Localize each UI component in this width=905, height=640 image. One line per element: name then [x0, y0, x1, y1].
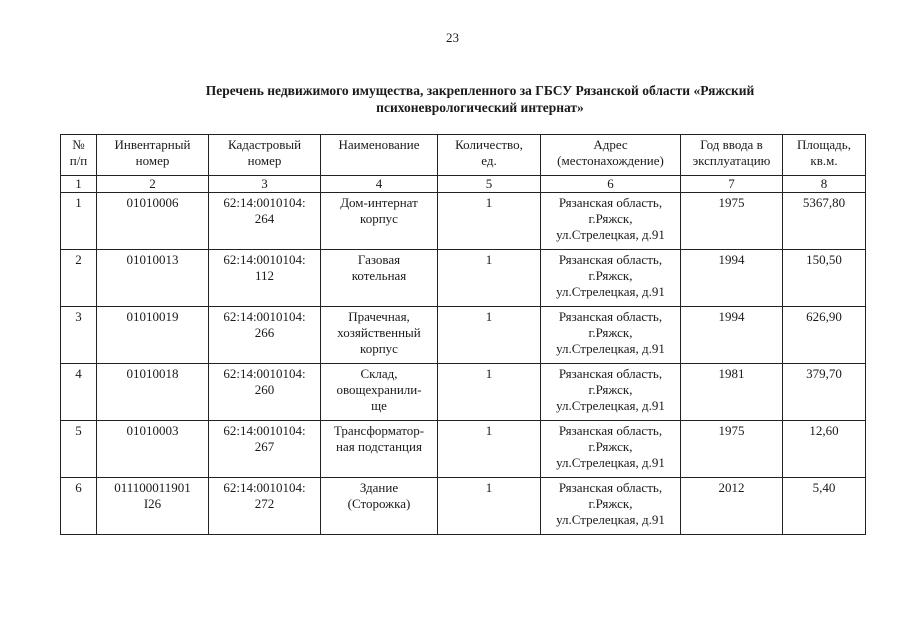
header-name: Наименование: [321, 135, 438, 176]
cell-area: 150,50: [783, 250, 866, 307]
table-row: [61, 250, 866, 307]
cell-address: Рязанская область, г.Ряжск, ул.Стрелецкая, д.91: [541, 307, 681, 364]
cell-num: 6: [61, 478, 97, 535]
table-row: [61, 421, 866, 478]
cell-inventory: 011100011901 I26: [97, 478, 209, 535]
column-number: 7: [681, 176, 783, 193]
cell-area: 626,90: [783, 307, 866, 364]
cell-cadastral: 62:14:0010104: 267: [209, 421, 321, 478]
table-row: [61, 478, 866, 535]
header-quantity: Количество, ед.: [438, 135, 541, 176]
cell-cadastral: 62:14:0010104: 112: [209, 250, 321, 307]
header-year: Год ввода в эксплуатацию: [681, 135, 783, 176]
title-line-1: Перечень недвижимого имущества, закрепленного за ГБСУ Рязанской области «Ряжский: [205, 83, 755, 98]
column-number: 4: [321, 176, 438, 193]
cell-cadastral: 62:14:0010104: 260: [209, 364, 321, 421]
cell-num: 2: [61, 250, 97, 307]
cell-year: 1975: [681, 421, 783, 478]
cell-name: Газовая котельная: [321, 250, 438, 307]
title-line-2: психоневрологический интернат»: [376, 100, 584, 115]
cell-inventory: 01010019: [97, 307, 209, 364]
cell-address: Рязанская область, г.Ряжск, ул.Стрелецкая, д.91: [541, 478, 681, 535]
header-area: Площадь, кв.м.: [783, 135, 866, 176]
cell-name: Здание (Сторожка): [321, 478, 438, 535]
cell-quantity: 1: [438, 478, 541, 535]
document-title: [150, 82, 810, 116]
column-number: 3: [209, 176, 321, 193]
table-row: [61, 364, 866, 421]
header-address: Адрес (местонахождение): [541, 135, 681, 176]
cell-cadastral: 62:14:0010104: 264: [209, 193, 321, 250]
cell-quantity: 1: [438, 193, 541, 250]
cell-inventory: 01010018: [97, 364, 209, 421]
column-number: 2: [97, 176, 209, 193]
cell-quantity: 1: [438, 250, 541, 307]
header-inventory: Инвентарный номер: [97, 135, 209, 176]
cell-cadastral: 62:14:0010104: 272: [209, 478, 321, 535]
table-row: [61, 307, 866, 364]
cell-name: Прачечная, хозяйственный корпус: [321, 307, 438, 364]
cell-cadastral: 62:14:0010104: 266: [209, 307, 321, 364]
table-row: [61, 193, 866, 250]
cell-num: 1: [61, 193, 97, 250]
cell-year: 1994: [681, 250, 783, 307]
cell-quantity: 1: [438, 364, 541, 421]
cell-year: 2012: [681, 478, 783, 535]
cell-num: 3: [61, 307, 97, 364]
cell-address: Рязанская область, г.Ряжск, ул.Стрелецкая, д.91: [541, 421, 681, 478]
cell-quantity: 1: [438, 421, 541, 478]
cell-year: 1975: [681, 193, 783, 250]
column-number: 6: [541, 176, 681, 193]
cell-name: Склад, овощехранили- ще: [321, 364, 438, 421]
column-number: 8: [783, 176, 866, 193]
cell-num: 5: [61, 421, 97, 478]
header-row: [61, 135, 866, 176]
cell-area: 379,70: [783, 364, 866, 421]
header-cadastral: Кадастровый номер: [209, 135, 321, 176]
cell-num: 4: [61, 364, 97, 421]
cell-year: 1994: [681, 307, 783, 364]
cell-inventory: 01010003: [97, 421, 209, 478]
cell-inventory: 01010006: [97, 193, 209, 250]
property-table: [60, 134, 866, 535]
page-number: 23: [446, 30, 459, 45]
cell-area: 5,40: [783, 478, 866, 535]
column-number: 1: [61, 176, 97, 193]
cell-area: 12,60: [783, 421, 866, 478]
cell-name: Трансформатор- ная подстанция: [321, 421, 438, 478]
cell-year: 1981: [681, 364, 783, 421]
cell-inventory: 01010013: [97, 250, 209, 307]
cell-quantity: 1: [438, 307, 541, 364]
column-number: 5: [438, 176, 541, 193]
cell-address: Рязанская область, г.Ряжск, ул.Стрелецкая, д.91: [541, 364, 681, 421]
header-num: № п/п: [61, 135, 97, 176]
cell-address: Рязанская область, г.Ряжск, ул.Стрелецкая, д.91: [541, 193, 681, 250]
cell-address: Рязанская область, г.Ряжск, ул.Стрелецкая, д.91: [541, 250, 681, 307]
column-number-row: [61, 176, 866, 193]
cell-name: Дом-интернат корпус: [321, 193, 438, 250]
cell-area: 5367,80: [783, 193, 866, 250]
